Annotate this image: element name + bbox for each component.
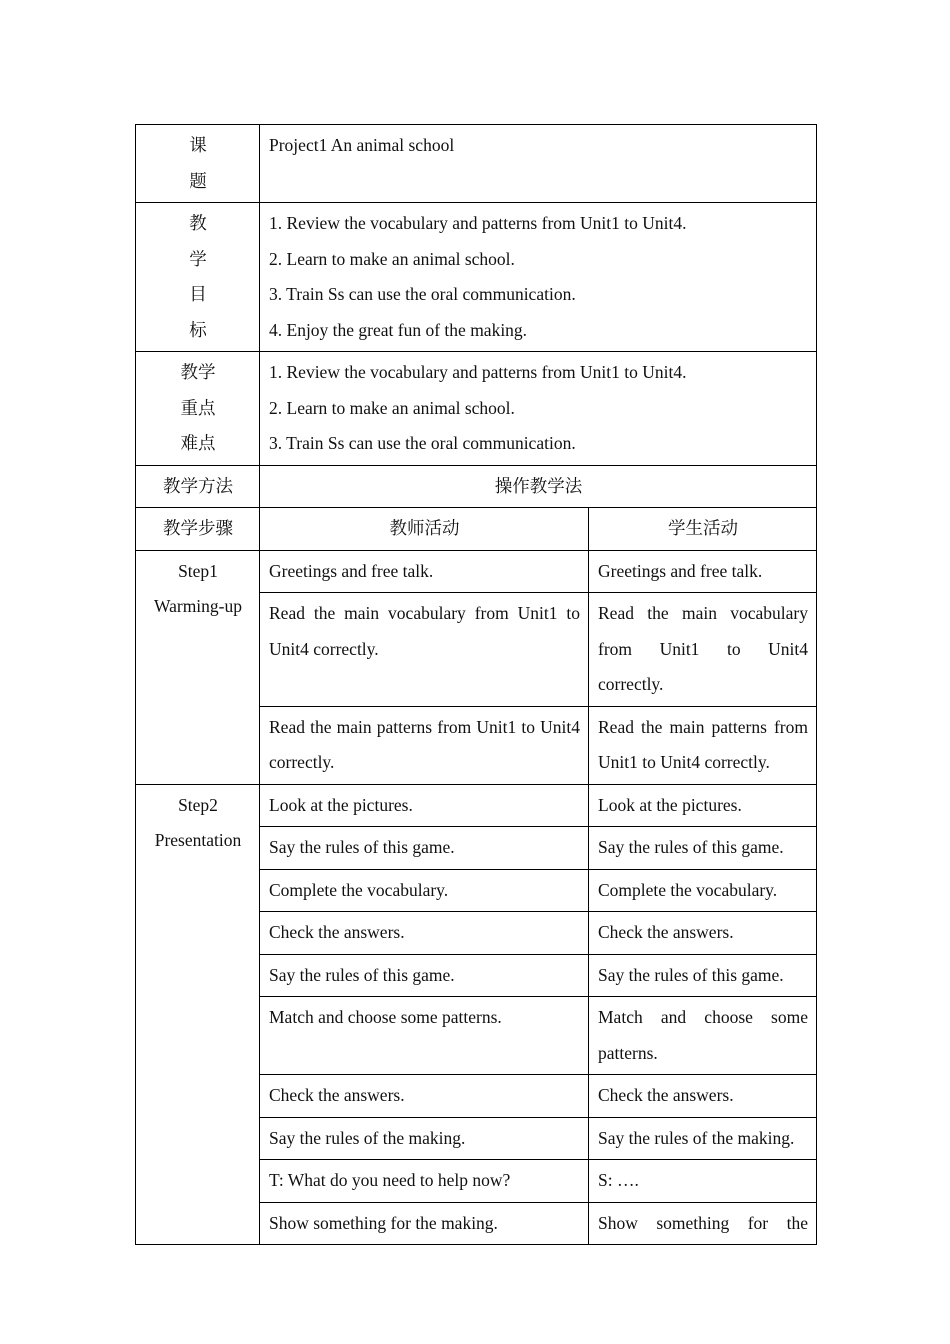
step1-label-line: Step1 bbox=[178, 560, 218, 581]
objectives-row bbox=[136, 203, 817, 352]
student-activity-header: 学生活动 bbox=[589, 508, 817, 551]
teacher-activity-cell: Match and choose some patterns. bbox=[260, 997, 589, 1075]
teacher-activity-cell: Look at the pictures. bbox=[260, 784, 589, 827]
objectives-label-char: 目 bbox=[189, 284, 207, 304]
key-point-item: 1. Review the vocabulary and patterns from Unit1 to Unit4. bbox=[269, 362, 687, 382]
student-activity-cell: Say the rules of the making. bbox=[589, 1117, 817, 1160]
key-points-row bbox=[136, 352, 817, 466]
topic-label-char: 题 bbox=[189, 170, 207, 191]
teacher-activity-cell: Say the rules of the making. bbox=[260, 1117, 589, 1160]
student-activity-cell: Say the rules of this game. bbox=[589, 954, 817, 997]
lesson-plan-table bbox=[135, 124, 817, 1245]
steps-label: 教学步骤 bbox=[136, 508, 260, 551]
objectives-label bbox=[136, 203, 260, 352]
table-row bbox=[136, 550, 817, 593]
objectives-content bbox=[260, 203, 817, 352]
key-points-label-line: 难点 bbox=[180, 433, 216, 453]
student-activity-cell: Complete the vocabulary. bbox=[589, 869, 817, 912]
step2-label bbox=[136, 784, 260, 1245]
objective-item: 1. Review the vocabulary and patterns from Unit1 to Unit4. bbox=[269, 213, 687, 233]
step2-label-line: Step2 bbox=[178, 794, 218, 815]
student-activity-cell: Greetings and free talk. bbox=[589, 550, 817, 593]
step1-label-line: Warming-up bbox=[153, 596, 242, 616]
teacher-activity-cell: Read the main vocabulary from Unit1 to Unit4 correctly. bbox=[260, 593, 589, 707]
method-value: 操作教学法 bbox=[260, 465, 817, 508]
teacher-activity-cell: Say the rules of this game. bbox=[260, 954, 589, 997]
teacher-activity-cell: Check the answers. bbox=[260, 912, 589, 955]
topic-label-char: 课 bbox=[189, 135, 207, 155]
teacher-activity-cell: Say the rules of this game. bbox=[260, 827, 589, 870]
key-points-label bbox=[136, 352, 260, 466]
topic-label bbox=[136, 125, 260, 203]
student-activity-cell: Show something for the bbox=[589, 1202, 817, 1245]
student-activity-cell: S: …. bbox=[589, 1160, 817, 1203]
key-points-label-line: 重点 bbox=[180, 397, 216, 418]
student-activity-cell: Say the rules of this game. bbox=[589, 827, 817, 870]
student-activity-cell: Read the main vocabulary from Unit1 to Unit4 correctly. bbox=[589, 593, 817, 707]
step2-label-line: Presentation bbox=[154, 830, 242, 850]
teacher-activity-cell: Check the answers. bbox=[260, 1075, 589, 1118]
teacher-activity-cell: Show something for the making. bbox=[260, 1202, 589, 1245]
method-label: 教学方法 bbox=[136, 465, 260, 508]
key-points-label-line: 教学 bbox=[180, 362, 216, 382]
student-activity-cell: Match and choose some patterns. bbox=[589, 997, 817, 1075]
key-point-item: 2. Learn to make an animal school. bbox=[269, 397, 515, 418]
method-row bbox=[136, 465, 817, 508]
student-activity-cell: Check the answers. bbox=[589, 1075, 817, 1118]
teacher-activity-cell: Complete the vocabulary. bbox=[260, 869, 589, 912]
topic-value: Project1 An animal school bbox=[260, 125, 817, 203]
objectives-label-char: 学 bbox=[189, 248, 207, 269]
teacher-activity-cell: T: What do you need to help now? bbox=[260, 1160, 589, 1203]
key-point-item: 3. Train Ss can use the oral communication. bbox=[269, 433, 576, 453]
teacher-activity-cell: Read the main patterns from Unit1 to Unit4 correctly. bbox=[260, 706, 589, 784]
objectives-label-char: 标 bbox=[189, 319, 207, 340]
objectives-label-char: 教 bbox=[189, 213, 207, 233]
topic-row bbox=[136, 125, 817, 203]
student-activity-cell: Look at the pictures. bbox=[589, 784, 817, 827]
student-activity-cell: Check the answers. bbox=[589, 912, 817, 955]
objective-item: 2. Learn to make an animal school. bbox=[269, 248, 515, 269]
steps-header-row bbox=[136, 508, 817, 551]
step1-label bbox=[136, 550, 260, 784]
teacher-activity-cell: Greetings and free talk. bbox=[260, 550, 589, 593]
student-activity-cell: Read the main patterns from Unit1 to Unit4 correctly. bbox=[589, 706, 817, 784]
objective-item: 4. Enjoy the great fun of the making. bbox=[269, 319, 528, 340]
table-row bbox=[136, 784, 817, 827]
objective-item: 3. Train Ss can use the oral communication. bbox=[269, 284, 576, 304]
teacher-activity-header: 教师活动 bbox=[260, 508, 589, 551]
key-points-content bbox=[260, 352, 817, 466]
